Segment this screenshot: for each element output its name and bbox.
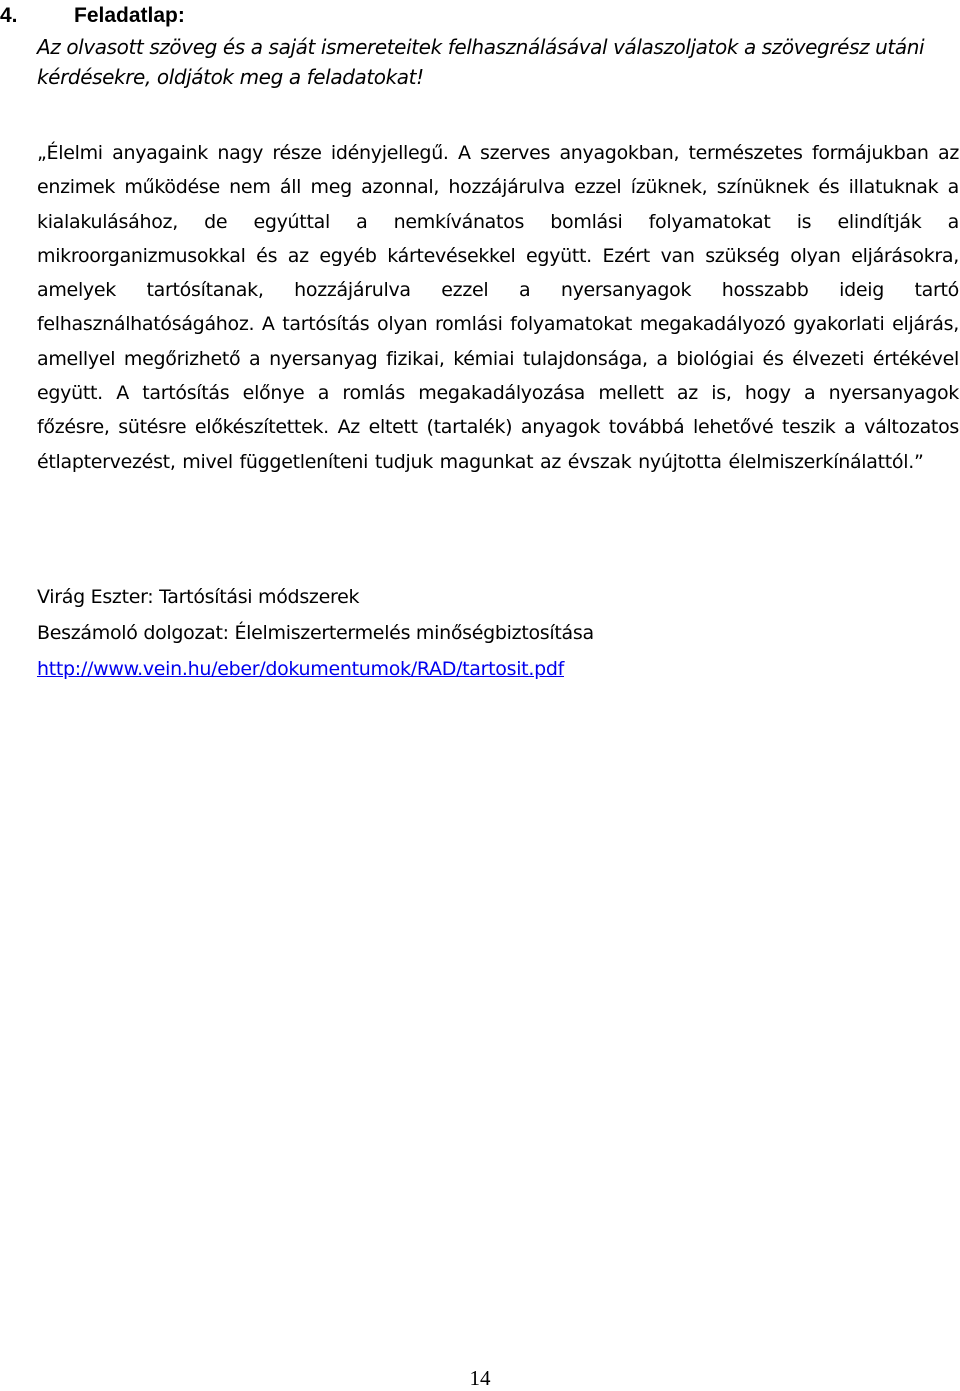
source-author-line: Virág Eszter: Tartósítási módszerek — [37, 586, 360, 608]
source-work-line: Beszámoló dolgozat: Élelmiszertermelés minőségbiztosítása — [37, 622, 594, 644]
source-url-link[interactable]: http://www.vein.hu/eber/dokumentumok/RAD/tartosit.pdf — [37, 658, 564, 680]
passage-paragraph: „Élelmi anyagaink nagy része idényjellegű. A szerves anyagokban, természetes formájukban az enzimek működése nem áll meg azonnal, hozzájárulva ezzel ízüknek, színüknek és illatuknak a kialakulásához, de egyúttal a nemkívánatos bomlási folyamatokat is elindítják a mikroorganizmusokkal és az egyéb kártevésekkel együtt. Ezért van szükség olyan eljárásokra, amelyek tartósítanak, hozzájárulva ezzel a nyersanyagok hosszabb ideig tartó felhasználhatóságához. A tartósítás olyan romlási folyamatokat megakadályozó gyakorlati eljárás, amellyel megőrizhető a nyersanyag fizikai, kémiai tulajdonsága, a biológiai és élvezeti értékével együtt. A tartósítás előnye a romlás megakadályozása mellett az is, hogy a nyersanyagok főzésre, sütésre előkészítettek. Az eltett (tartalék) anyagok továbbá lehetővé teszik a változatos étlaptervezést, mivel függetleníteni tudjuk magunkat az évszak nyújtotta élelmiszerkínálattól.” — [37, 142, 959, 473]
section-number: 4. — [0, 4, 18, 27]
page-number: 14 — [469, 1366, 491, 1390]
source-citation — [37, 579, 937, 687]
quoted-passage — [37, 136, 959, 479]
worksheet-title: Feladatlap: — [74, 4, 185, 27]
instructions-text: Az olvasott szöveg és a saját ismereteitek felhasználásával válaszoljatok a szövegrész utáni kérdésekre, oldjátok meg a feladatokat! — [37, 35, 925, 89]
